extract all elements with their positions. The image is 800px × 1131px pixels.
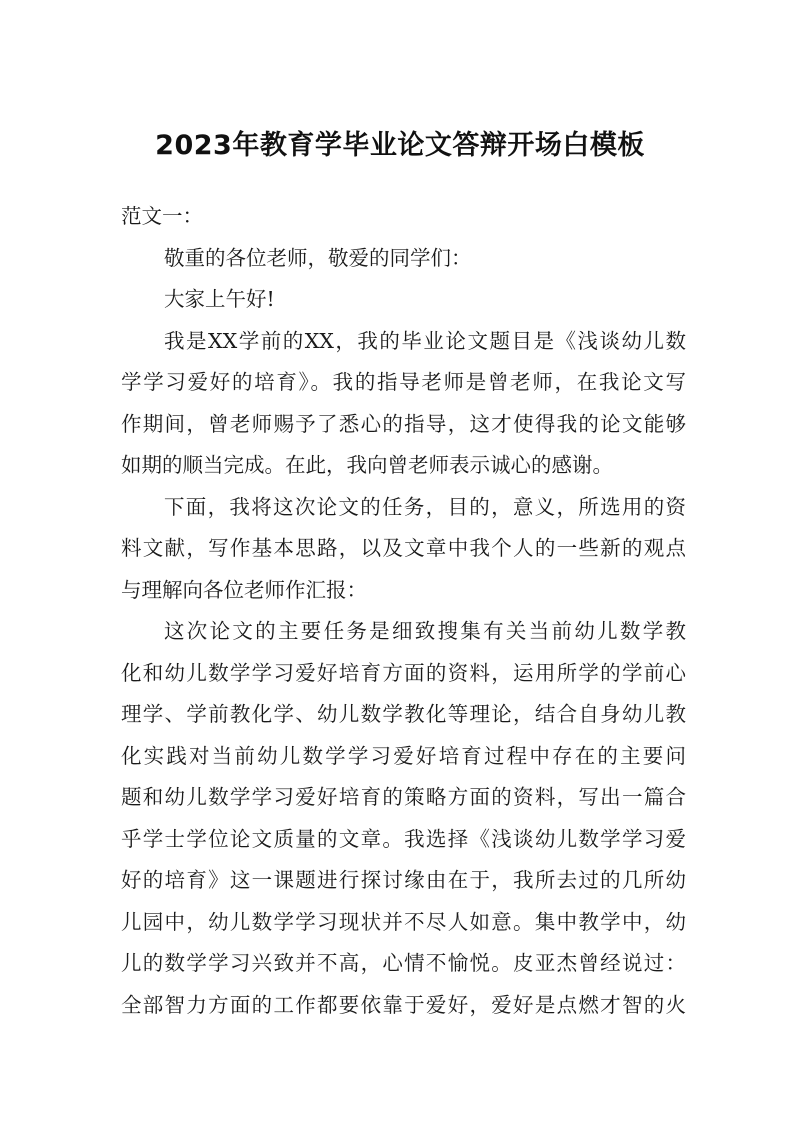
paragraph-line: 料文献，写作基本思路，以及文章中我个人的一些新的观点 <box>121 536 686 560</box>
paragraph-line: 全部智力方面的工作都要依靠于爱好，爱好是点燃才智的火 <box>121 992 686 1017</box>
paragraph-line: 敬重的各位老师，敬爱的同学们： <box>164 245 472 270</box>
document-body <box>121 196 686 1026</box>
paragraph-line: 作期间，曾老师赐予了悉心的指导，这才使得我的论文能够 <box>121 411 686 436</box>
paragraph-line: 乎学士学位论文质量的文章。我选择《浅谈幼儿数学学习爱 <box>121 826 686 851</box>
paragraph-line: 儿园中，幼儿数学学习现状并不尽人如意。集中教学中，幼 <box>121 909 686 934</box>
document-title: 2023年教育学毕业论文答辩开场白模板 <box>155 130 645 161</box>
paragraph-line: 我是XX学前的XX，我的毕业论文题目是《浅谈幼儿数 <box>164 328 686 353</box>
paragraph-line: 题和幼儿数学学习爱好培育的策略方面的资料，写出一篇合 <box>121 785 686 809</box>
paragraph-line: 学学习爱好的培育》。我的指导老师是曾老师，在我论文写 <box>121 370 686 394</box>
paragraph-line: 化和幼儿数学学习爱好培育方面的资料，运用所学的学前心 <box>121 660 686 685</box>
paragraph-line: 范文一： <box>121 204 203 228</box>
paragraph-line: 儿的数学学习兴致并不高，心情不愉悦。皮亚杰曾经说过： <box>121 951 686 975</box>
paragraph-line: 下面，我将这次论文的任务，目的，意义，所选用的资 <box>164 494 686 519</box>
paragraph-line: 如期的顺当完成。在此，我向曾老师表示诚心的感谢。 <box>121 453 613 477</box>
paragraph-line: 与理解向各位老师作汇报： <box>121 577 367 602</box>
paragraph-line: 理学、学前教化学、幼儿数学教化等理论，结合自身幼儿教 <box>121 702 686 726</box>
paragraph-line: 好的培育》这一课题进行探讨缘由在于，我所去过的几所幼 <box>121 868 686 892</box>
paragraph-line: 这次论文的主要任务是细致搜集有关当前幼儿数学教 <box>164 619 686 643</box>
paragraph-line: 大家上午好! <box>164 287 275 311</box>
paragraph-line: 化实践对当前幼儿数学学习爱好培育过程中存在的主要问 <box>121 743 686 768</box>
